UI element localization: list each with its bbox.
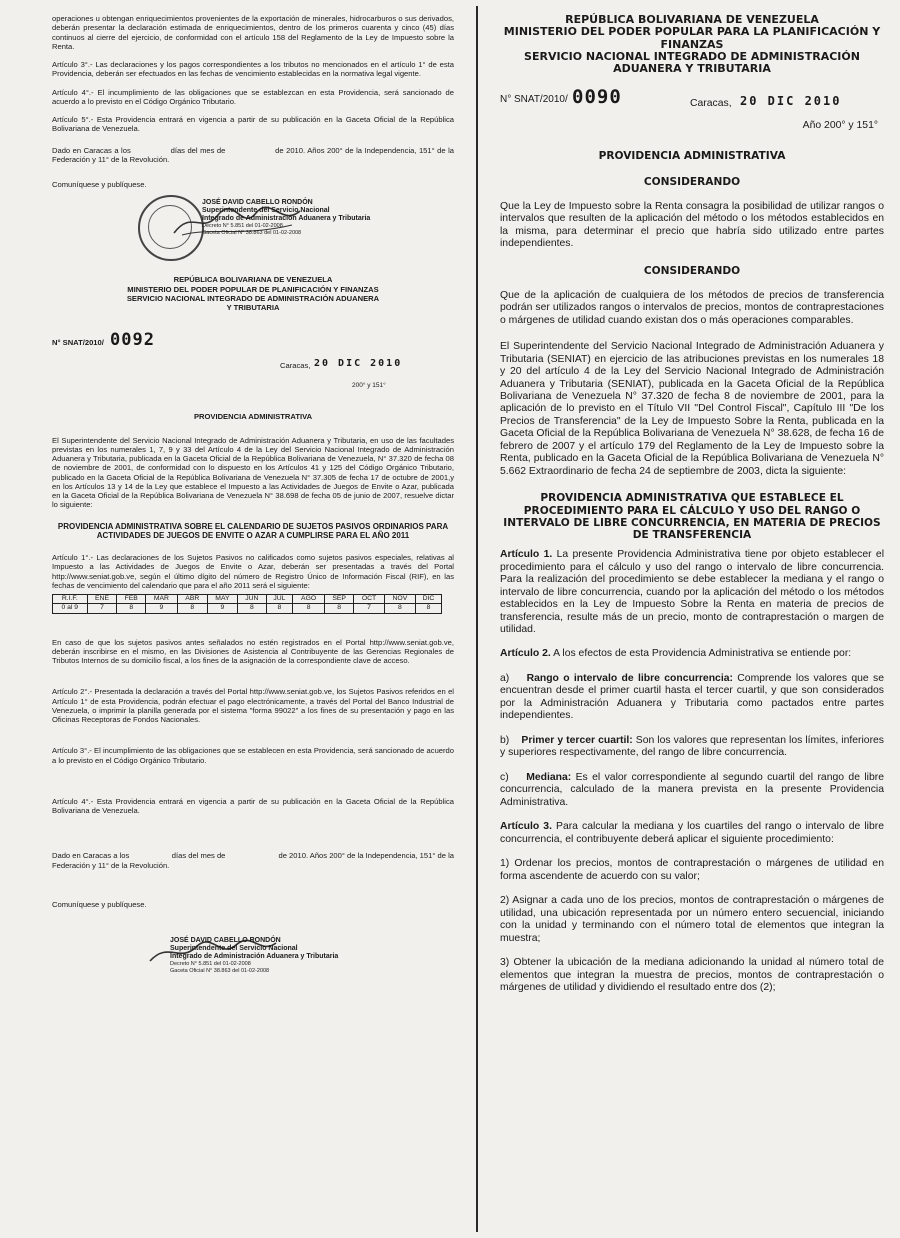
right-header [500, 14, 884, 76]
signatory-title-1: Superintendente del Servicio Nacional [202, 207, 330, 215]
calendar-cell: 7 [354, 604, 385, 613]
calendar-header-cell: R.I.F. [53, 595, 88, 604]
calendar-cell: 0 al 9 [53, 604, 88, 613]
calendar-header-cell: MAY [207, 595, 237, 604]
right-definition-a [500, 673, 884, 723]
right-article-3-text: Para calcular la mediana y los cuartiles del rango o intervalo de libre concurrencia, el contribuyente deberá aplicar el siguiente procedimiento: [500, 821, 885, 845]
left-top-paragraph: operaciones u obtengan enriquecimientos provenientes de la exportación de minerales, hidrocarburos o sus derivados, deberán presentar la declaración estimada de enriquecimientos, dentro de los primeros cuarenta y cinco (45) días continuos al cierre del ejercicio, de conformidad con el artículo 158 del Reglamento de la Ley de Impuesto sobre la Renta. [52, 14, 454, 51]
calendar-header-cell: FEB [117, 595, 146, 604]
calendar-cell: 8 [384, 604, 415, 613]
calendar-header-cell: OCT [354, 595, 385, 604]
right-article-1 [500, 549, 884, 636]
right-considerando-1-text: Que la Ley de Impuesto sobre la Renta consagra la posibilidad de utilizar rangos o intervalos que resulten de la aplicación del método o los métodos establecidos en la misma, para determinar el precio que habría sido utilizado entre partes independientes. [500, 200, 884, 250]
left-column [52, 14, 457, 995]
left-header-republic: REPÚBLICA BOLIVARIANA DE VENEZUELA [173, 275, 333, 285]
right-definition-c [500, 772, 884, 809]
calendar-cell: 8 [415, 604, 441, 613]
right-article-3 [500, 821, 884, 846]
right-article-1-text: La presente Providencia Administrativa tiene por objeto establecer el procedimiento para el cálculo y uso del rango o intervalo de libre concurrencia. Para la realización del procedimiento se debe establecer la mediana y el rango o intervalo de libre concurrencia, cuando por la aplicación del método o los métodos establecidos en la Ley de Impuesto Sobre la Renta en materia de precios de transferencia, resulte más de un precio, monto de contraprestación o margen de utilidad. [500, 549, 884, 635]
calendar-data-row [53, 604, 442, 613]
left-article-2b: Artículo 2°.- Presentada la declaración a través del Portal http://www.seniat.gob.ve, los Sujetos Pasivos referidos en el Artículo 1° de esta Providencia, podrán efectuar el pago electrónicamente, a través del Portal del Banco Industrial de Venezuela, o imprimir la planilla generada por el sistema "forma 99022" a los fines de su presentación y pago en las Oficinas Receptoras de Fondos Nacionales. [52, 687, 454, 725]
calendar-header-cell: ENE [87, 595, 117, 604]
right-step-1: 1) Ordenar los precios, montos de contraprestación o márgenes de utilidad en forma ascendente de acuerdo con su valor; [500, 858, 884, 882]
right-providencia-title-2: PROVIDENCIA ADMINISTRATIVA QUE ESTABLECE EL PROCEDIMIENTO PARA EL CÁLCULO Y USO DEL RANGO O INTERVALO DE LIBRE CONCURRENCIA, EN MATERIA DE PRECIOS DE TRANSFERENCIA [503, 492, 881, 541]
left-comuniquese-1: Comuníquese y publíquese. [52, 180, 147, 189]
right-header-republic: REPÚBLICA BOLIVARIANA DE VENEZUELA [565, 13, 819, 26]
right-years: Año 200° y 151° [802, 119, 878, 131]
calendar-cell: 8 [117, 604, 146, 613]
left-article-3: Artículo 3°.- Las declaraciones y los pagos correspondientes a los tributos no mencionados en el artículo 1° de esta Providencia, deberán ser efectuados en las fechas de vencimiento establecidas en la normativa legal vigente. [52, 60, 454, 79]
right-def-a-label: a) [500, 672, 510, 684]
right-place: Caracas, [690, 97, 732, 109]
right-def-c-term: Mediana: [526, 771, 572, 783]
right-years-line [500, 118, 884, 136]
right-def-c-text: Es el valor correspondiente al segundo cuartil del rango de libre concurrencia, calculado de la manera prevista en la presente Providencia Administrativa. [500, 771, 884, 808]
left-intro: El Superintendente del Servicio Nacional Integrado de Administración Aduanera y Tributaria, en uso de las facultades previstas en los numerales 1, 7, 9 y 33 del Artículo 4 de la Ley del Servicio Nacional Integrado de Administración Aduanera y Tributaria, publicada en la Gaceta Oficial de la República Bolivariana de Venezuela, N° 37.320 de fecha 08 de noviembre de 2001, de conformidad con lo dispuesto en los Artículos 41 y 125 del Código Orgánico Tributario, publicado en la Gaceta Oficial de la República Bolivariana de Venezuela N° 37.305 de fecha 17 de octubre de 2001,y en los Artículos 13 y 14 de la Ley que establece el Impuesto a las Actividades de Juegos de Envite o Azar, publicada en la Gaceta Oficial de la República Bolivariana de Venezuela N° 38.698 de fecha 05 de junio de 2007, resuelve dictar lo siguiente: [52, 435, 454, 510]
right-considerando-2-text: Que de la aplicación de cualquiera de los métodos de precios de transferencia podrán ser utilizados rangos o intervalos de precios, montos de contraprestaciones o márgenes de utilidad cuando existan dos o más operaciones comparables. [500, 289, 884, 326]
left-article-4: Artículo 4°.- El incumplimiento de las obligaciones que se establezcan en esta Providencia, será sancionado de acuerdo a lo previsto en el Código Orgánico Tributario. [52, 87, 454, 106]
left-article-1: Artículo 1°.- Las declaraciones de los Sujetos Pasivos no calificados como sujetos pasivos especiales, relativas al Impuesto a las Actividades de Juegos de Envite o Azar, deberán ser presentadas a través del Portal http://www.seniat.gob.ve, según el último dígito del número de Registro Único de Información Fiscal (RIF), en las fechas de vencimiento del calendario que para el año 2011 será el siguiente: [52, 553, 454, 590]
signatory-name: JOSÉ DAVID CABELLO RONDÓN [202, 199, 313, 207]
signatory-decree: Decreto N° 5.851 del 01-02-2008 [202, 223, 283, 230]
signature-block-1 [52, 195, 454, 261]
left-dado-1: Dado en Caracas a los días del mes de de 2010. Años 200° de la Independencia, 151° de la Federación y 11° de la Revolución. [52, 145, 457, 164]
signatory-title-2-2: Integrado de Administración Aduanera y Tributaria [170, 953, 339, 961]
right-def-b-term: Primer y tercer cuartil: [521, 734, 633, 746]
calendar-header-cell: SEP [325, 595, 354, 604]
calendar-cell: 7 [87, 604, 117, 613]
right-header-ministry: MINISTERIO DEL PODER POPULAR PARA LA PLANIFICACIÓN Y FINANZAS [503, 25, 881, 51]
signatory-title-1-2: Superintendente del Servicio Nacional [170, 945, 298, 953]
left-header-service-2: Y TRIBUTARIA [226, 303, 280, 312]
signatory-gazette: Gaceta Oficial N° 38.863 del 01-02-2008 [202, 229, 302, 236]
signatory-title-2: Integrado de Administración Aduanera y Tributaria [202, 215, 371, 223]
calendar-header-cell: ABR [177, 595, 207, 604]
signatory-gazette-2: Gaceta Oficial N° 38.863 del 01-02-2008 [170, 967, 270, 974]
left-header [52, 275, 454, 312]
signatory-decree-2: Decreto N° 5.851 del 01-02-2008 [170, 961, 251, 968]
calendar-table [52, 594, 442, 614]
left-years: 200° y 151° [352, 382, 386, 390]
right-article-3-label: Artículo 3. [500, 821, 552, 833]
calendar-header-cell: AGO [293, 595, 325, 604]
left-header-service: SERVICIO NACIONAL INTEGRADO DE ADMINISTRACIÓN ADUANERA [126, 293, 380, 303]
right-article-2-text: A los efectos de esta Providencia Administrativa se entiende por: [553, 648, 852, 660]
left-dado-2: Dado en Caracas a los días del mes de de 2010. Años 200° de la Independencia, 151° de la Federación y 11° de la Revolución. [52, 851, 457, 870]
calendar-cell: 8 [266, 604, 293, 613]
calendar-header-cell: DIC [415, 595, 441, 604]
calendar-header-cell: NOV [384, 595, 415, 604]
right-step-2: 2) Asignar a cada uno de los precios, montos de contraprestación o márgenes de utilidad, una ubicación representada por un número entero secuencial, iniciando con la unidad y terminando con el número total de elementos que integran la muestra; [500, 895, 884, 944]
right-number-value: 0090 [572, 85, 622, 108]
calendar-header-row [53, 595, 442, 604]
calendar-cell: 8 [325, 604, 354, 613]
right-column [500, 14, 884, 995]
left-date-stamp: 20 DIC 2010 [314, 358, 403, 370]
right-article-2-label: Artículo 2. [500, 648, 551, 660]
right-article-2 [500, 648, 884, 660]
calendar-cell: 8 [238, 604, 267, 613]
left-providencia-title: PROVIDENCIA ADMINISTRATIVA [193, 412, 313, 422]
left-providencia-title-2: PROVIDENCIA ADMINISTRATIVA SOBRE EL CALENDARIO DE SUJETOS PASIVOS ORDINARIOS PARA ACTIVIDADES DE JUEGOS DE ENVITE O AZAR A CUMPLIRSE PARA EL AÑO 2011 [57, 521, 449, 541]
right-def-b-text: Son los valores que representan los límites, inferiores y superiores respectivamente, del rango de libre concurrencia. [500, 734, 884, 759]
left-place: Caracas, [280, 361, 311, 371]
left-number-value: 0092 [110, 330, 155, 351]
right-def-b-label: b) [500, 734, 510, 746]
right-intro: El Superintendente del Servicio Nacional Integrado de Administración Aduanera y Tributaria (SENIAT) en ejercicio de las atribuciones previstas en los numerales 18 y 20 del artículo 4 de la Ley del Servicio Nacional Integrado de Administración Aduanera y Tributaria (SENIAT), publicada en la Gaceta Oficial de la República Bolivariana de Venezuela N° 37.320 de fecha 8 de noviembre de 2001, para la aplicación de lo previsto en el Título VII "Del Control Fiscal", Capítulo III "De los Precios de Transferencia" de la Ley de Impuesto Sobre la Renta, publicada en la Gaceta Oficial de la República Bolivariana de Venezuela N° 38.628, de fecha 16 de febrero de 2007 y el artículo 179 del Reglamento de la Ley de Impuesto sobre la Renta, publicado en la Gaceta Oficial de la República Bolivariana de Venezuela N° 5.662 Extraordinario de fecha 24 de septiembre de 2003, dicta la siguiente: [500, 341, 884, 477]
right-def-c-label: c) [500, 771, 509, 783]
right-definition-b [500, 735, 884, 760]
right-step-3: 3) Obtener la ubicación de la mediana adicionando la unidad al número total de elementos que integran la muestra de precios, montos de contraprestación o márgenes de utilidad y dividiendo el resultado entre dos (2); [500, 957, 884, 994]
calendar-cell: 8 [177, 604, 207, 613]
column-divider [476, 6, 478, 1232]
right-article-1-label: Artículo 1. [500, 549, 553, 561]
right-date-stamp: 20 DIC 2010 [740, 93, 842, 108]
right-def-a-term: Rango o intervalo de libre concurrencia: [526, 672, 733, 684]
calendar-cell: 9 [145, 604, 177, 613]
signature-text [202, 199, 370, 236]
signature-text-2 [170, 937, 338, 974]
right-def-a-text: Comprende los valores que se encuentran desde el primer cuartil hasta el tercer cuartil, y que son considerados por la Administración Aduanera y Tributaria como pactados entre partes independientes. [500, 672, 884, 722]
left-years-line [52, 382, 454, 394]
calendar-header-cell: JUN [238, 595, 267, 604]
left-date-line [52, 356, 454, 376]
left-header-ministry: MINISTERIO DEL PODER POPULAR DE PLANIFICACIÓN Y FINANZAS [127, 284, 379, 294]
left-number-line [52, 330, 454, 352]
left-article-3b: Artículo 3°.- El incumplimiento de las obligaciones que se establecen en esta Providencia, será sancionado de acuerdo a lo previsto en el Código Orgánico Tributario. [52, 746, 454, 765]
calendar-header-cell: JUL [266, 595, 293, 604]
right-providencia-title: PROVIDENCIA ADMINISTRATIVA [598, 149, 786, 162]
signature-block-2 [52, 935, 454, 995]
calendar-header-cell: MAR [145, 595, 177, 604]
left-number-label: N° SNAT/2010/ [52, 338, 104, 348]
right-considerando-1: CONSIDERANDO [643, 176, 741, 189]
right-number-label: N° SNAT/2010/ [500, 93, 568, 105]
left-article-4b: Artículo 4°.- Esta Providencia entrará en vigencia a partir de su publicación en la Gaceta Oficial de la República Bolivariana de Venezuela. [52, 796, 454, 816]
calendar-cell: 8 [293, 604, 325, 613]
right-header-service: SERVICIO NACIONAL INTEGRADO DE ADMINISTRACIÓN ADUANERA Y TRIBUTARIA [524, 49, 860, 76]
signatory-name-2: JOSÉ DAVID CABELLO RONDÓN [170, 937, 281, 945]
left-article-5: Artículo 5°.- Esta Providencia entrará en vigencia a partir de su publicación en la Gaceta Oficial de la República Bolivariana de Venezuela. [52, 115, 454, 134]
calendar-cell: 9 [207, 604, 237, 613]
left-comuniquese-2: Comuníquese y publíquese. [52, 899, 147, 909]
right-number-line [500, 84, 884, 114]
left-caso-paragraph: En caso de que los sujetos pasivos antes señalados no estén registrados en el Portal http://www.seniat.gob.ve, deberán inscribirse en el mismo, en las Divisiones de Asistencia al Contribuyente de las Gerencias Regionales de Tributos Internos de su domicilio fiscal, a los fines de la asignación de la correspondiente clave de acceso. [52, 637, 454, 666]
right-considerando-2: CONSIDERANDO [643, 264, 741, 277]
